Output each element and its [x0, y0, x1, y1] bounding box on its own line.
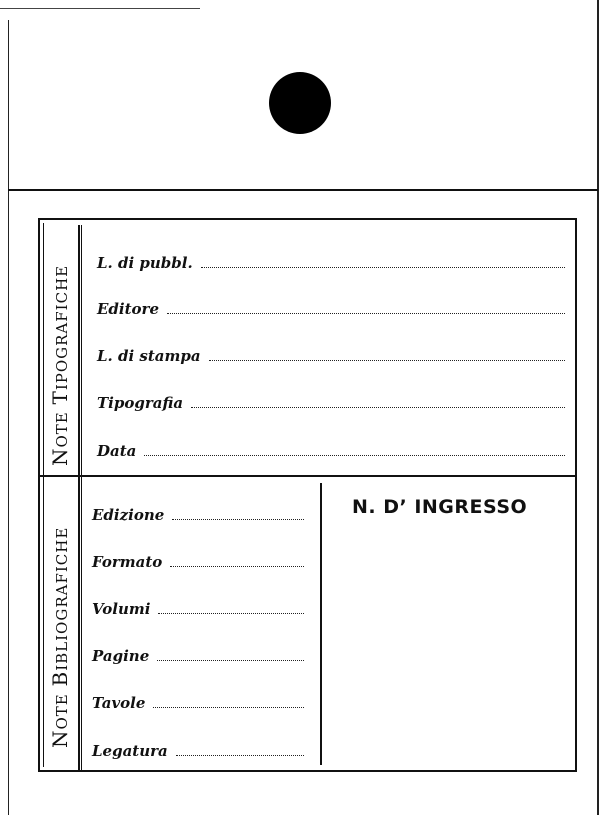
field-luogo-pubblicazione[interactable]	[97, 248, 565, 272]
punch-hole	[269, 72, 331, 134]
field-luogo-stampa[interactable]	[97, 341, 565, 365]
field-label: Volumi	[92, 600, 151, 618]
field-label: Pagine	[92, 647, 150, 665]
card-right-edge	[597, 0, 599, 815]
card-left-edge	[8, 20, 9, 815]
field-label: Editore	[97, 300, 159, 318]
field-tipografia[interactable]	[97, 388, 565, 412]
fill-line	[153, 706, 304, 708]
section-title-bibliografiche: NOTE BIBLIOGRAFICHE	[48, 526, 72, 748]
section-title-tipografiche: NOTE TIPOGRAFICHE	[48, 264, 72, 466]
fill-line	[170, 565, 304, 567]
fill-line	[158, 612, 304, 614]
field-formato[interactable]	[92, 547, 304, 571]
fill-line	[201, 266, 565, 268]
field-edizione[interactable]	[92, 500, 304, 524]
field-label: Data	[97, 442, 137, 460]
field-label: L. di pubbl.	[97, 254, 193, 272]
fill-line	[176, 754, 304, 756]
field-legatura[interactable]	[92, 736, 304, 760]
field-editore[interactable]	[97, 294, 565, 318]
fill-line	[157, 659, 304, 661]
field-label: Tavole	[92, 694, 146, 712]
fill-line	[209, 359, 565, 361]
fill-line	[167, 312, 565, 314]
frame-inner-border	[43, 223, 44, 767]
field-data[interactable]	[97, 436, 565, 460]
label-column-divider-inner	[81, 225, 82, 770]
field-pagine[interactable]	[92, 641, 304, 665]
perforation-line	[8, 189, 598, 191]
field-label: Legatura	[92, 742, 168, 760]
section-divider	[38, 475, 577, 477]
field-label: Edizione	[92, 506, 165, 524]
field-volumi[interactable]	[92, 594, 304, 618]
field-label: Tipografia	[97, 394, 184, 412]
numero-ingresso-label: N. D’ INGRESSO	[352, 496, 528, 518]
fill-line	[172, 518, 304, 520]
label-column-divider	[78, 225, 80, 770]
field-label: L. di stampa	[97, 347, 201, 365]
field-tavole[interactable]	[92, 688, 304, 712]
fill-line	[144, 454, 565, 456]
fill-line	[191, 406, 565, 408]
ingresso-divider	[320, 483, 322, 765]
field-label: Formato	[92, 553, 163, 571]
top-edge-line	[0, 8, 200, 9]
